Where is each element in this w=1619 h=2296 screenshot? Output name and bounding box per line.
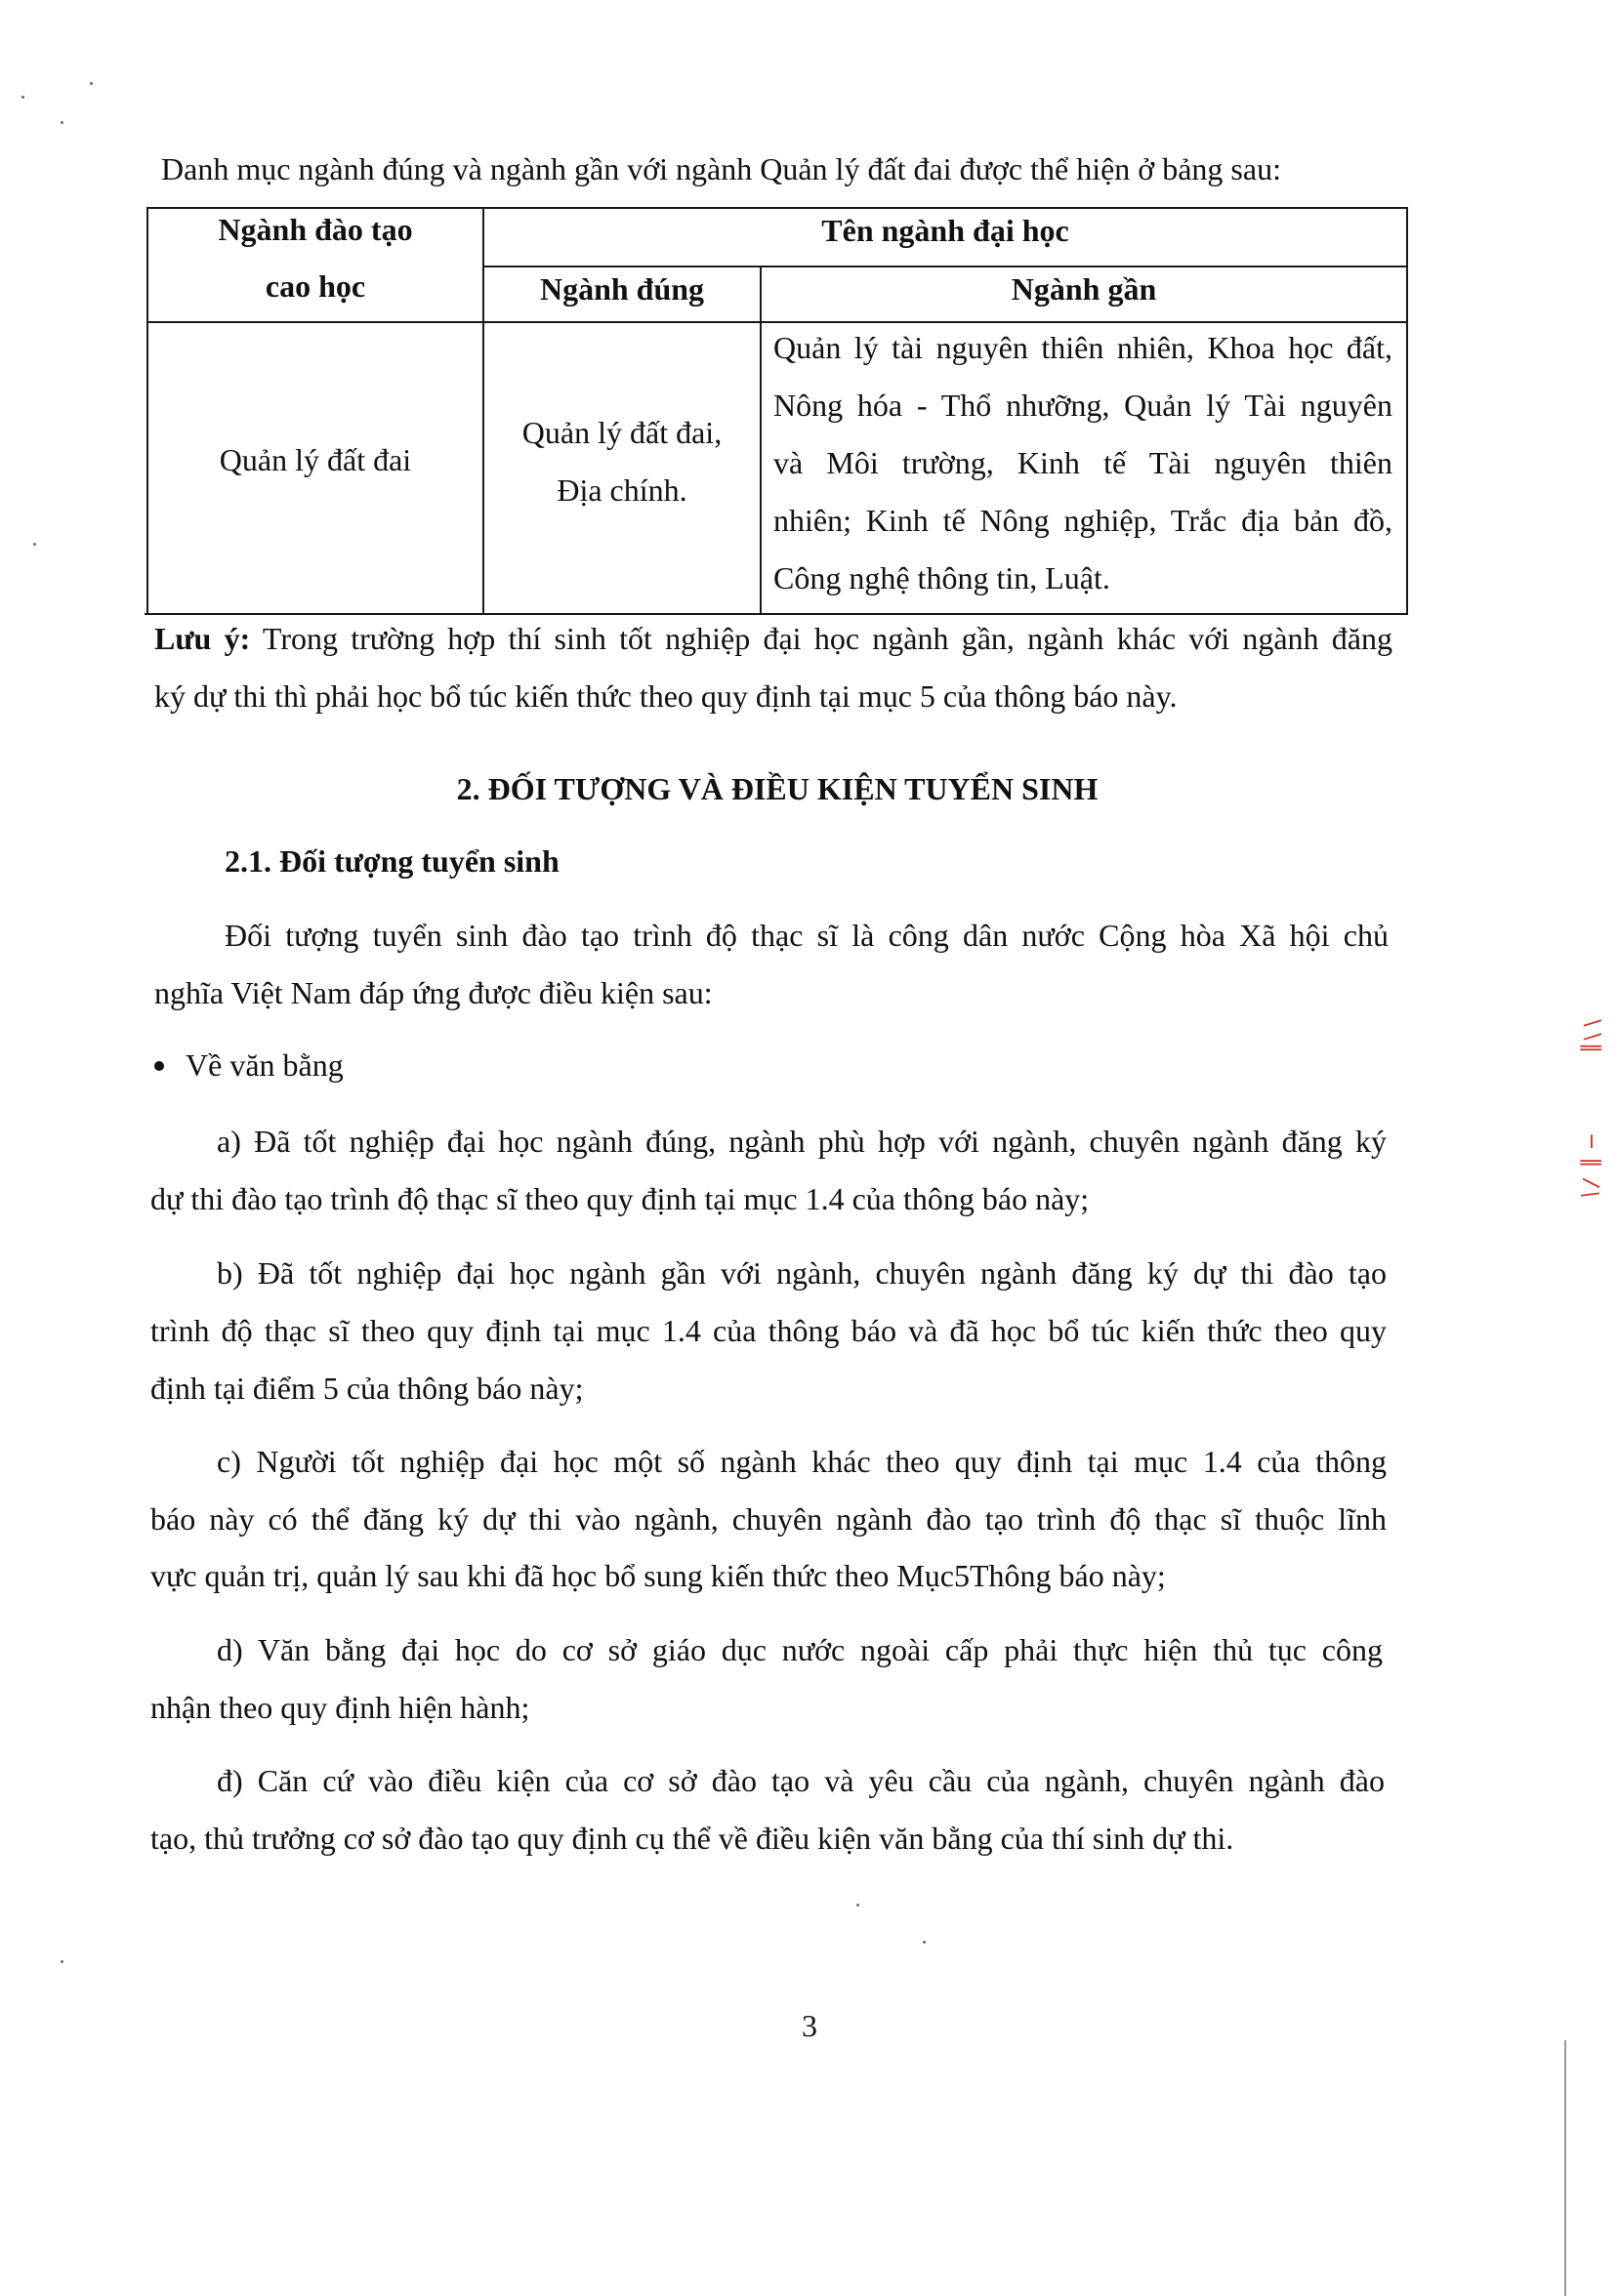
subject-para-line2: nghĩa Việt Nam đáp ứng được điều kiện sau: xyxy=(154,975,713,1010)
row-near-major-line: Nông hóa - Thổ nhưỡng, Quản lý Tài nguyên xyxy=(773,388,1392,423)
note-text: Trong trường hợp thí sinh tốt nghiệp đại học ngành gần, ngành khác với ngành đăng xyxy=(250,621,1393,656)
row-training-major: Quản lý đất đai xyxy=(219,442,412,477)
stamp-fragment-mark: ∖∖∥ xyxy=(1579,1015,1603,1054)
header-training-line1: Ngành đào tạo xyxy=(218,212,413,247)
item-b-line3: định tại điểm 5 của thông báo này; xyxy=(150,1371,584,1406)
table-intro-text: Danh mục ngành đúng và ngành gần với ngành Quản lý đất đai được thể hiện ở bảng sau: xyxy=(161,151,1281,186)
table-border-right xyxy=(1406,207,1408,615)
section-title: 2. ĐỐI TƯỢNG VÀ ĐIỀU KIỆN TUYỂN SINH xyxy=(456,771,1099,806)
subsection-title: 2.1. Đối tượng tuyển sinh xyxy=(225,843,560,879)
scan-speck xyxy=(856,1904,859,1906)
table-border-header-bottom xyxy=(146,321,1408,323)
scan-speck xyxy=(33,543,36,546)
scan-speck xyxy=(61,1960,63,1963)
bullet-dot xyxy=(154,1061,164,1071)
scan-speck xyxy=(90,82,93,85)
subject-para-line1: Đối tượng tuyển sinh đào tạo trình độ thạc sĩ là công dân nước Cộng hòa Xã hội chủ xyxy=(225,918,1389,953)
row-near-major-line: Quản lý tài nguyên thiên nhiên, Khoa học đất, xyxy=(773,330,1392,365)
item-a-line1: a) Đã tốt nghiệp đại học ngành đúng, ngành phù hợp với ngành, chuyên ngành đăng ký xyxy=(217,1124,1387,1159)
item-b-line2: trình độ thạc sĩ theo quy định tại mục 1.4 của thông báo và đã học bổ túc kiến thức theo quy xyxy=(150,1313,1387,1348)
stamp-fragment-mark: − ∥ xyxy=(1579,1132,1603,1168)
item-c-line3: vực quản trị, quản lý sau khi đã học bổ sung kiến thức theo Mục5Thông báo này; xyxy=(150,1558,1166,1593)
item-d-line1: d) Văn bằng đại học do cơ sở giáo dục nước ngoài cấp phải thực hiện thủ tục công xyxy=(217,1632,1383,1667)
header-training-line2: cao học xyxy=(265,268,366,304)
scan-speck xyxy=(61,121,63,124)
row-near-major-line: và Môi trường, Kinh tế Tài nguyên thiên xyxy=(773,445,1392,480)
table-border-col1 xyxy=(482,207,484,615)
scan-edge-line xyxy=(1564,2040,1566,2296)
scan-speck xyxy=(21,96,24,99)
item-a-line2: dự thi đào tạo trình độ thạc sĩ theo quy định tại mục 1.4 của thông báo này; xyxy=(150,1181,1090,1216)
table-border-top xyxy=(146,207,1408,209)
row-correct-major-line2: Địa chính. xyxy=(557,472,687,508)
table-border-header-mid xyxy=(482,266,1408,267)
item-dd-line2: tạo, thủ trưởng cơ sở đào tạo quy định cụ thể về điều kiện văn bằng của thí sinh dự thi. xyxy=(150,1821,1234,1856)
note-line1 xyxy=(154,619,1392,658)
row-correct-major-line1: Quản lý đất đai, xyxy=(521,415,723,450)
stamp-fragment-mark: ∕∖ xyxy=(1575,1177,1603,1203)
page-number: 3 xyxy=(802,2008,817,2043)
item-b-line1: b) Đã tốt nghiệp đại học ngành gần với ngành, chuyên ngành đăng ký dự thi đào tạo xyxy=(217,1255,1387,1291)
header-near-major: Ngành gần xyxy=(1011,271,1157,307)
item-c-line2: báo này có thể đăng ký dự thi vào ngành, chuyên ngành đào tạo trình độ thạc sĩ thuộc lĩnh xyxy=(150,1501,1387,1537)
header-correct-major: Ngành đúng xyxy=(539,271,705,307)
note-line2: ký dự thi thì phải học bổ túc kiến thức theo quy định tại mục 5 của thông báo này. xyxy=(154,678,1178,714)
header-university-majors: Tên ngành đại học xyxy=(821,213,1069,248)
row-near-major-line: nhiên; Kinh tế Nông nghiệp, Trắc địa bản đồ, xyxy=(773,503,1392,538)
row-near-major-line: Công nghệ thông tin, Luật. xyxy=(773,560,1110,595)
table-border-col2 xyxy=(760,266,762,615)
item-c-line1: c) Người tốt nghiệp đại học một số ngành khác theo quy định tại mục 1.4 của thông xyxy=(217,1444,1387,1479)
bullet-degree-text: Về văn bằng xyxy=(186,1047,344,1083)
item-dd-line1: đ) Căn cứ vào điều kiện của cơ sở đào tạo và yêu cầu của ngành, chuyên ngành đào xyxy=(217,1763,1385,1798)
item-d-line2: nhận theo quy định hiện hành; xyxy=(150,1690,530,1725)
scan-speck xyxy=(923,1941,926,1944)
table-border-bottom xyxy=(145,613,1408,615)
note-label: Lưu ý: xyxy=(154,621,251,656)
